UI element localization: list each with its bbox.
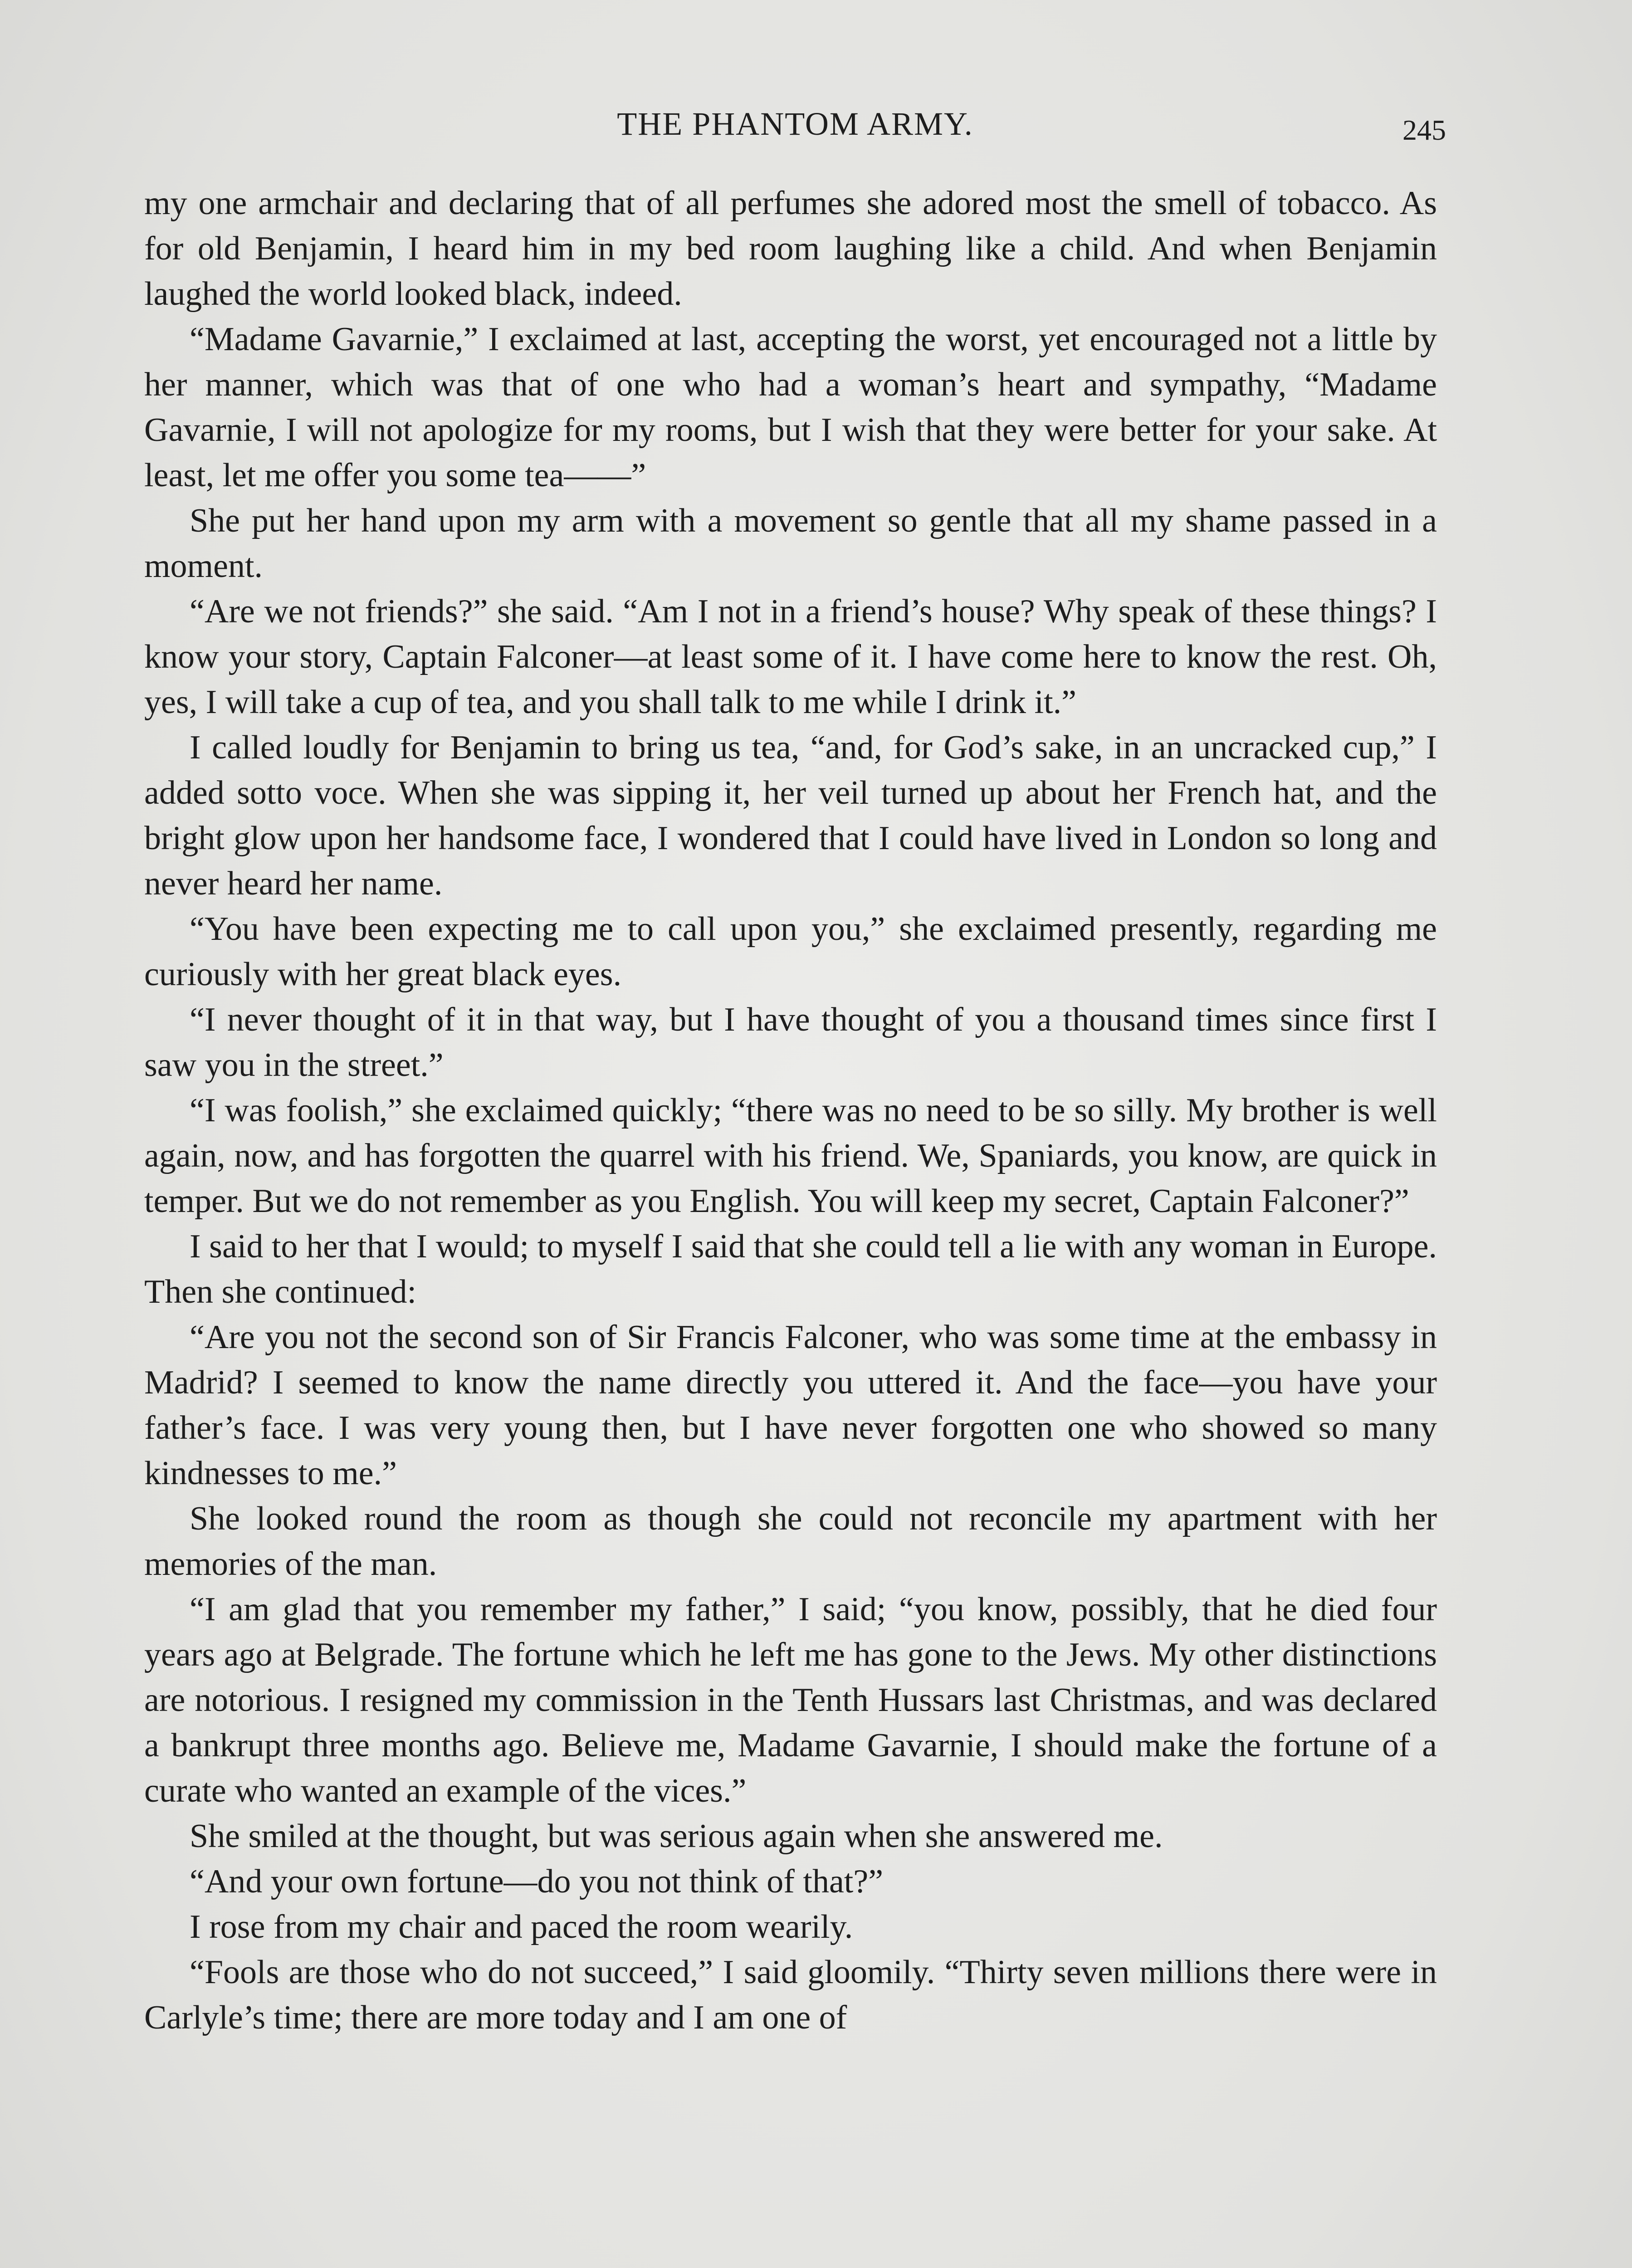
page-number: 245 <box>1402 114 1446 146</box>
paragraph: my one armchair and declaring that of all perfumes she adored most the smell of tobacco. As for old Benjamin, I heard him in my bed room laughing like a child. And when Benjamin laughed the world looked black, indeed. <box>144 185 1437 313</box>
paragraph: I called loudly for Benjamin to bring us tea, “and, for God’s sake, in an uncracked cup,” I added sotto voce. When she was sipping it, her veil turned up about her French hat, and the bright glow upon her handsome face, I wondered that I could have lived in London so long and never heard her name. <box>144 729 1437 902</box>
paragraph: “Are you not the second son of Sir Francis Falconer, who was some time at the embassy in Madrid? I seemed to know the name directly you uttered it. And the face—you have your father’s face. I was very young then, but I have never forgotten one who showed so many kindnesses to me.” <box>144 1319 1437 1492</box>
page-header <box>144 105 1446 160</box>
body-text <box>144 181 1437 2040</box>
paragraph: “You have been expecting me to call upon you,” she exclaimed presently, regarding me curiously with her great black eyes. <box>144 910 1437 993</box>
paragraph: She smiled at the thought, but was serious again when she answered me. <box>190 1818 1163 1855</box>
paragraph: She put her hand upon my arm with a movement so gentle that all my shame passed in a moment. <box>144 502 1437 585</box>
paragraph: “Madame Gavarnie,” I exclaimed at last, accepting the worst, yet encouraged not a little by her manner, which was that of one who had a woman’s heart and sympathy, “Madame Gavarnie, I will not apologize for my rooms, but I wish that they were better for your sake. At least, let me offer you some tea——” <box>144 321 1437 494</box>
paragraph: “Fools are those who do not succeed,” I said gloomily. “Thirty seven millions there were in Carlyle’s time; there are more today and I am one of <box>144 1954 1437 2036</box>
paragraph: I said to her that I would; to myself I said that she could tell a lie with any woman in Europe. Then she continued: <box>144 1228 1437 1310</box>
running-title: THE PHANTOM ARMY. <box>617 106 973 142</box>
paragraph: She looked round the room as though she could not reconcile my apartment with her memories of the man. <box>144 1500 1437 1583</box>
paragraph: “And your own fortune—do you not think of that?” <box>190 1863 884 1900</box>
paragraph: “Are we not friends?” she said. “Am I not in a friend’s house? Why speak of these things? I know your story, Captain Falconer—at least some of it. I have come here to know the rest. Oh, yes, I will take a cup of tea, and you shall talk to me while I drink it.” <box>144 593 1437 721</box>
paragraph: “I am glad that you remember my father,” I said; “you know, possibly, that he died four years ago at Belgrade. The fortune which he left me has gone to the Jews. My other distinctions are notorious. I resigned my commission in the Tenth Hussars last Christmas, and was declared a bankrupt three months ago. Believe me, Madame Gavarnie, I should make the fortune of a curate who wanted an example of the vices.” <box>144 1591 1437 1809</box>
paragraph: “I never thought of it in that way, but I have thought of you a thousand times since first I saw you in the street.” <box>144 1001 1437 1084</box>
paragraph: I rose from my chair and paced the room wearily. <box>190 1908 853 1945</box>
paragraph: “I was foolish,” she exclaimed quickly; “there was no need to be so silly. My brother is well again, now, and has forgotten the quarrel with his friend. We, Spaniards, you know, are quick in temper. But we do not remember as you English. You will keep my secret, Captain Falconer?” <box>144 1092 1437 1220</box>
